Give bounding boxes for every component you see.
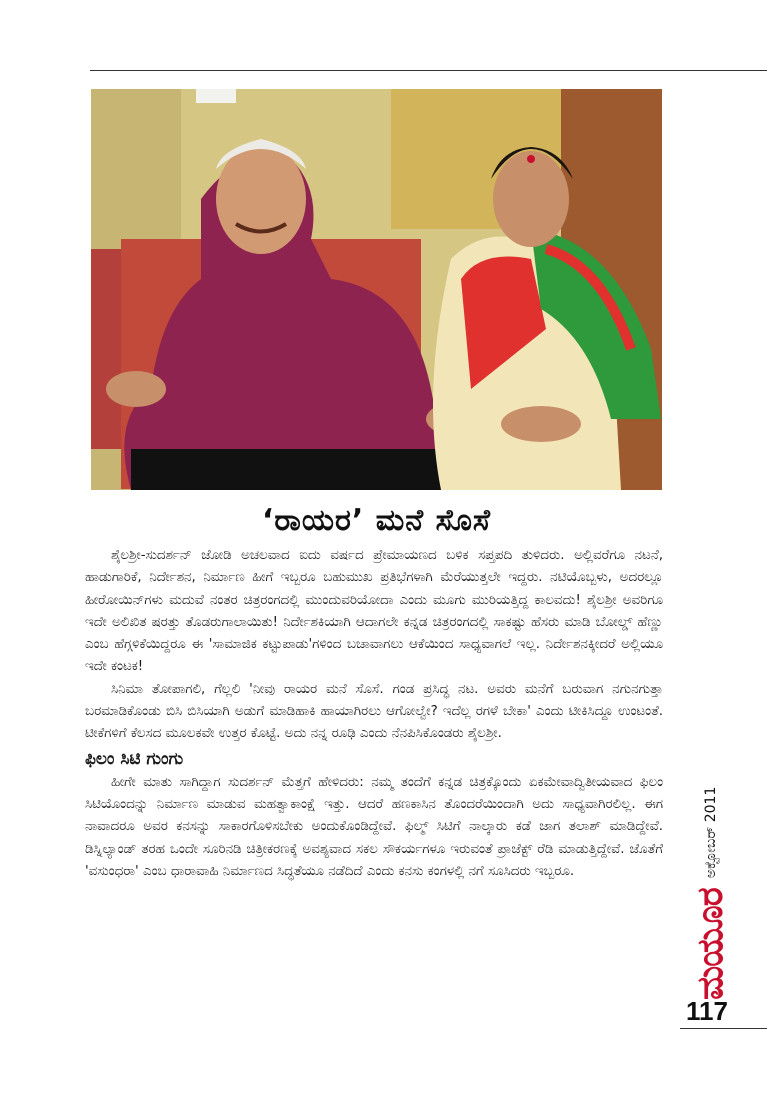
photo-illustration [91, 89, 662, 490]
article-headline: ‘ರಾಯರ’ ಮನೆ ಸೊಸೆ [262, 503, 491, 538]
page-number: 117 [686, 996, 728, 1026]
article-paragraph: ಶೈಲಶ್ರೀ-ಸುದರ್ಶನ್ ಜೋಡಿ ಅಚಲವಾದ ಐದು ವರ್ಷದ ಪ್ರೇಮಾಯಣದ ಬಳಿಕ ಸಪ್ತಪದಿ ತುಳಿದರು. ಅಲ್ಲಿವರೆಗೂ ನಟನೆ, ಹಾಡುಗಾರಿಕೆ, ನಿರ್ದೇಶನ, ನಿರ್ಮಾಣ ಹೀಗೆ ಇಬ್ಬರೂ ಬಹುಮುಖ ಪ್ರತಿಭೆಗಳಾಗಿ ಮೆರೆಯುತ್ತಲೇ ಇದ್ದರು. ನಟಿಯೊಬ್ಬಳು, ಅದರಲ್ಲೂ ಹೀರೋಯಿನ್‌ಗಳು ಮದುವೆ ನಂತರ ಚಿತ್ರರಂಗದಲ್ಲಿ ಮುಂದುವರಿಯೋದಾ ಎಂದು ಮೂಗು ಮುರಿಯತ್ತಿದ್ದ ಕಾಲವದು! ಶೈಲಶ್ರೀ ಅವರಿಗೂ ಇದೇ ಅಲಿಖಿತ ಷರತ್ತು ತೊಡರುಗಾಲಾಯಿತು! ನಿರ್ದೇಶಕಿಯಾಗಿ ಆದಾಗಲೇ ಕನ್ನಡ ಚಿತ್ರರಂಗದಲ್ಲಿ ಸಾಕಷ್ಟು ಹೆಸರು ಮಾಡಿ ಬೋಲ್ಡ್ ಹೆಣ್ಣು ಎಂಬ ಹೆಗ್ಗಳಿಕೆಯಿದ್ದರೂ ಈ 'ಸಾಮಾಜಿಕ ಕಟ್ಟುಪಾಡು'ಗಳಿಂದ ಬಚಾವಾಗಲು ಆಕೆಯಿಂದ ಸಾಧ್ಯವಾಗಲೆ ಇಲ್ಲ. ನಿರ್ದೇಶನಕ್ಕೀದರೆ ಅಲ್ಲಿಯೂ ಇದೇ ಕಂಟಕ! [85, 548, 663, 675]
masthead-sidebar [686, 760, 736, 1000]
page-number-rule [680, 1028, 767, 1029]
top-rule [90, 70, 767, 71]
magazine-logo: ಮಯೂರ [690, 888, 731, 1000]
photo-couple-image [91, 89, 662, 490]
article-paragraph: ಹೀಗೇ ಮಾತು ಸಾಗಿದ್ದಾಗ ಸುದರ್ಶನ್ ಮೆತ್ತಗೆ ಹೇಳಿದರು: ನಮ್ಮ ತಂದೆಗೆ ಕನ್ನಡ ಚಿತ್ರಕ್ಕೊಂದು ಏಕಮೇವಾದ್ವಿತೀಯವಾದ ಫಿಲಂ ಸಿಟಿಯೊಂದನ್ನು ನಿರ್ಮಾಣ ಮಾಡುವ ಮಹತ್ವಾಕಾಂಕ್ಷೆ ಇತ್ತು. ಆದರೆ ಹಣಕಾಸಿನ ತೊಂದರೆಯಿಂದಾಗಿ ಅದು ಸಾಧ್ಯವಾಗಿರಲಿಲ್ಲ. ಈಗ ನಾವಾದರೂ ಅವರ ಕನಸನ್ನು ಸಾಕಾರಗೊಳಿಸಬೇಕು ಅಂದುಕೊಂಡಿದ್ದೇವೆ. ಫಿಲ್ಮ್ ಸಿಟಿಗೆ ನಾಲ್ಕಾರು ಕಡೆ ಜಾಗ ತಲಾಶ್ ಮಾಡಿದ್ದೇವೆ. ಡಿಸ್ನಿಲ್ಯಾಂಡ್ ತರಹ ಒಂದೇ ಸೂರಿನಡಿ ಚಿತ್ರೀಕರಣಕ್ಕೆ ಅವಶ್ಯವಾದ ಸಕಲ ಸೌಕರ್ಯಗಳೂ ಇರುವಂತೆ ಪ್ರಾಜೆಕ್ಟ್ ರೆಡಿ ಮಾಡುತ್ತಿದ್ದೇವೆ. ಜೊತೆಗೆ 'ವಸುಂಧರಾ' ಎಂಬ ಧಾರಾವಾಹಿ ನಿರ್ಮಾಣದ ಸಿದ್ಧತೆಯೂ ನಡೆದಿದೆ ಎಂದು ಕನಸು ಕಂಗಳಲ್ಲಿ ನಗೆ ಸೂಸಿದರು ಇಬ್ಬರೂ. [85, 774, 664, 879]
section-subheading: ಫಿಲಂ ಸಿಟಿ ಗುಂಗು [85, 748, 184, 769]
masthead [686, 760, 736, 1000]
article-body [85, 545, 663, 883]
issue-date: ಅಕ್ಟೋಬರ್ 2011 [703, 786, 719, 879]
article-paragraph: ಸಿನಿಮಾ ತೋಪಾಗಲಿ, ಗೆಲ್ಲಲಿ 'ನೀವು ರಾಯರ ಮನೆ ಸೊಸೆ. ಗಂಡ ಪ್ರಸಿದ್ಧ ನಟ. ಅವರು ಮನೆಗೆ ಬರುವಾಗ ನಗುನಗುತ್ತಾ ಬರಮಾಡಿಕೊಂಡು ಬಿಸಿ ಬಿಸಿಯಾಗಿ ಅಡುಗೆ ಮಾಡಿಹಾಕಿ ಹಾಯಾಗಿರಲು ಆಗೋಲ್ವೇ? ಇದೆಲ್ಲ ರಗಳೆ ಬೇಕಾ' ಎಂದು ಟೀಕಿಸಿದ್ದೂ ಉಂಟಂತೆ. ಟೀಕೆಗಳಿಗೆ ಕೆಲಸದ ಮೂಲಕವೇ ಉತ್ತರ ಕೊಟ್ಟೆ. ಅದು ನನ್ನ ರೂಢಿ ಎಂದು ನೆನಪಿಸಿಕೊಂಡರು ಶೈಲಶ್ರೀ. [85, 681, 663, 742]
